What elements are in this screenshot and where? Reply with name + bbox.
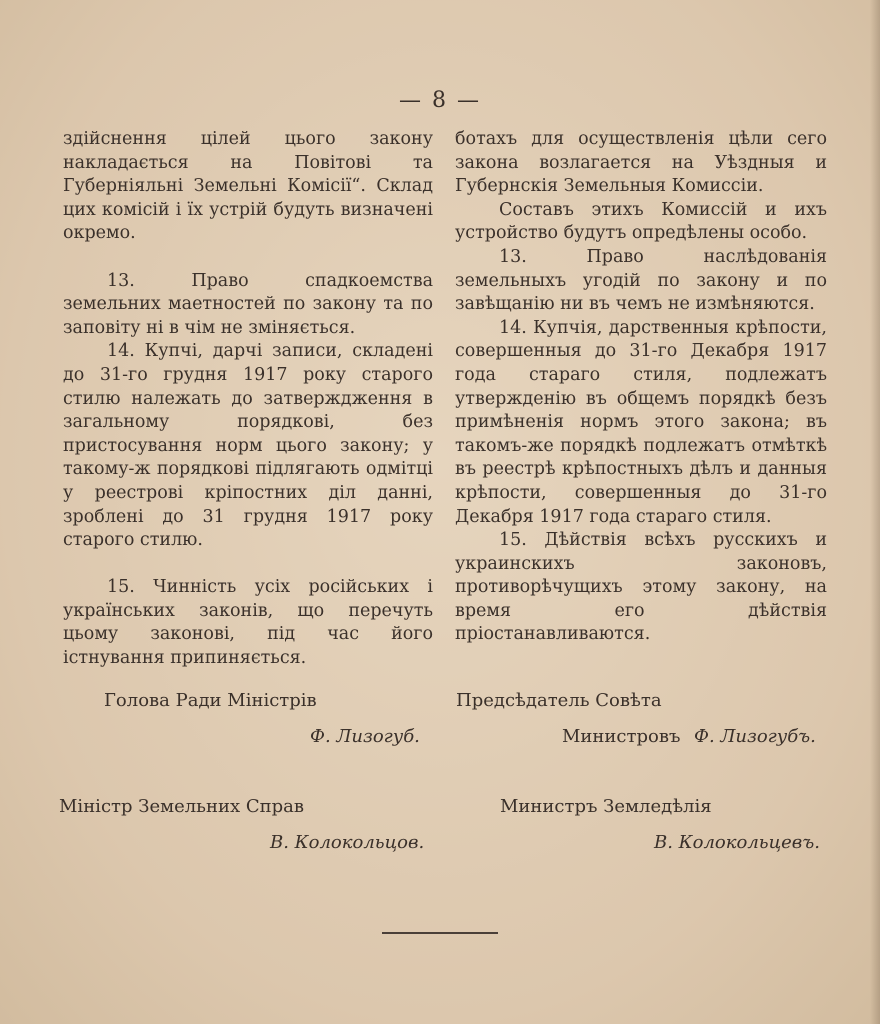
page-number: — 8 —: [399, 88, 481, 113]
ukrainian-column: [63, 128, 433, 671]
ru-chair-title-cont: Министровъ: [562, 726, 681, 747]
ru-minister-name: В. Колокольцевъ.: [654, 832, 820, 853]
page-fold-shadow: [870, 0, 880, 1024]
uk-chair-title: Голова Ради Міністрів: [104, 690, 317, 711]
ru-minister-title: Министръ Земледѣлія: [500, 796, 712, 817]
uk-article-13: 13. Право спадкоемства земельних маетностей по закону та по заповіту ні в чім не зміняється.: [63, 270, 433, 338]
ru-article-14: 14. Купчія, дарственныя крѣпости, совершенныя до 31-го Декабря 1917 года стараго стиля, подлежатъ утвержденію въ общемъ порядкѣ безъ примѣненія нормъ этого закона; въ такомъ-же порядкѣ подлежатъ отмѣткѣ въ реестрѣ крѣпостныхъ дѣлъ и данныя крѣпости, совершенныя до 31-го Декабря 1917 года стараго стиля.: [455, 317, 827, 527]
closing-rule: [382, 932, 498, 934]
ru-article-13: 13. Право наслѣдованія земельныхъ угодій по закону и по завѣщанію ни въ чемъ не измѣняются.: [455, 246, 827, 315]
ru-paragraph-continued: ботахъ для осуществленія цѣли сего закона возлагается на Уѣздныя и Губернскія Земельныя Комиссіи.: [455, 129, 827, 197]
uk-chair-name: Ф. Лизогуб.: [310, 726, 420, 747]
ru-paragraph-composition: Составъ этихъ Комиссій и ихъ устройство будутъ опредѣлены особо.: [455, 199, 827, 244]
uk-paragraph-continued: здійснення цілей цього закону накладається на Повітові та Губерніяльні Земельні Комісії“. Склад цих комісій і їх устрій будуть визначені окремо.: [63, 129, 433, 244]
uk-minister-name: В. Колокольцов.: [270, 832, 425, 853]
ru-article-15: 15. Дѣйствія всѣхъ русскихъ и украинскихъ законовъ, противорѣчущихъ этому закону, на время его дѣйствія пріостанавливаются.: [455, 530, 827, 645]
russian-column: [455, 128, 827, 647]
ru-chair-name: Ф. Лизогубъ.: [694, 726, 816, 747]
ru-chair-title: Предсѣдатель Совѣта: [456, 690, 662, 711]
uk-article-15: 15. Чинність усіх російських і українських законів, що перечуть цьому законові, під час його істнування припиняється.: [63, 577, 433, 669]
uk-minister-title: Міністр Земельних Справ: [59, 796, 305, 817]
uk-article-14: 14. Купчі, дарчі записи, складені до 31-го грудня 1917 року старого стилю належать до затверждження в загальному порядкові, без пристосування норм цього закону; у такому-ж порядкові підлягають одмітці у реестрові кріпостних діл данні, зроблені до 31 грудня 1917 року старого стилю.: [63, 341, 433, 551]
